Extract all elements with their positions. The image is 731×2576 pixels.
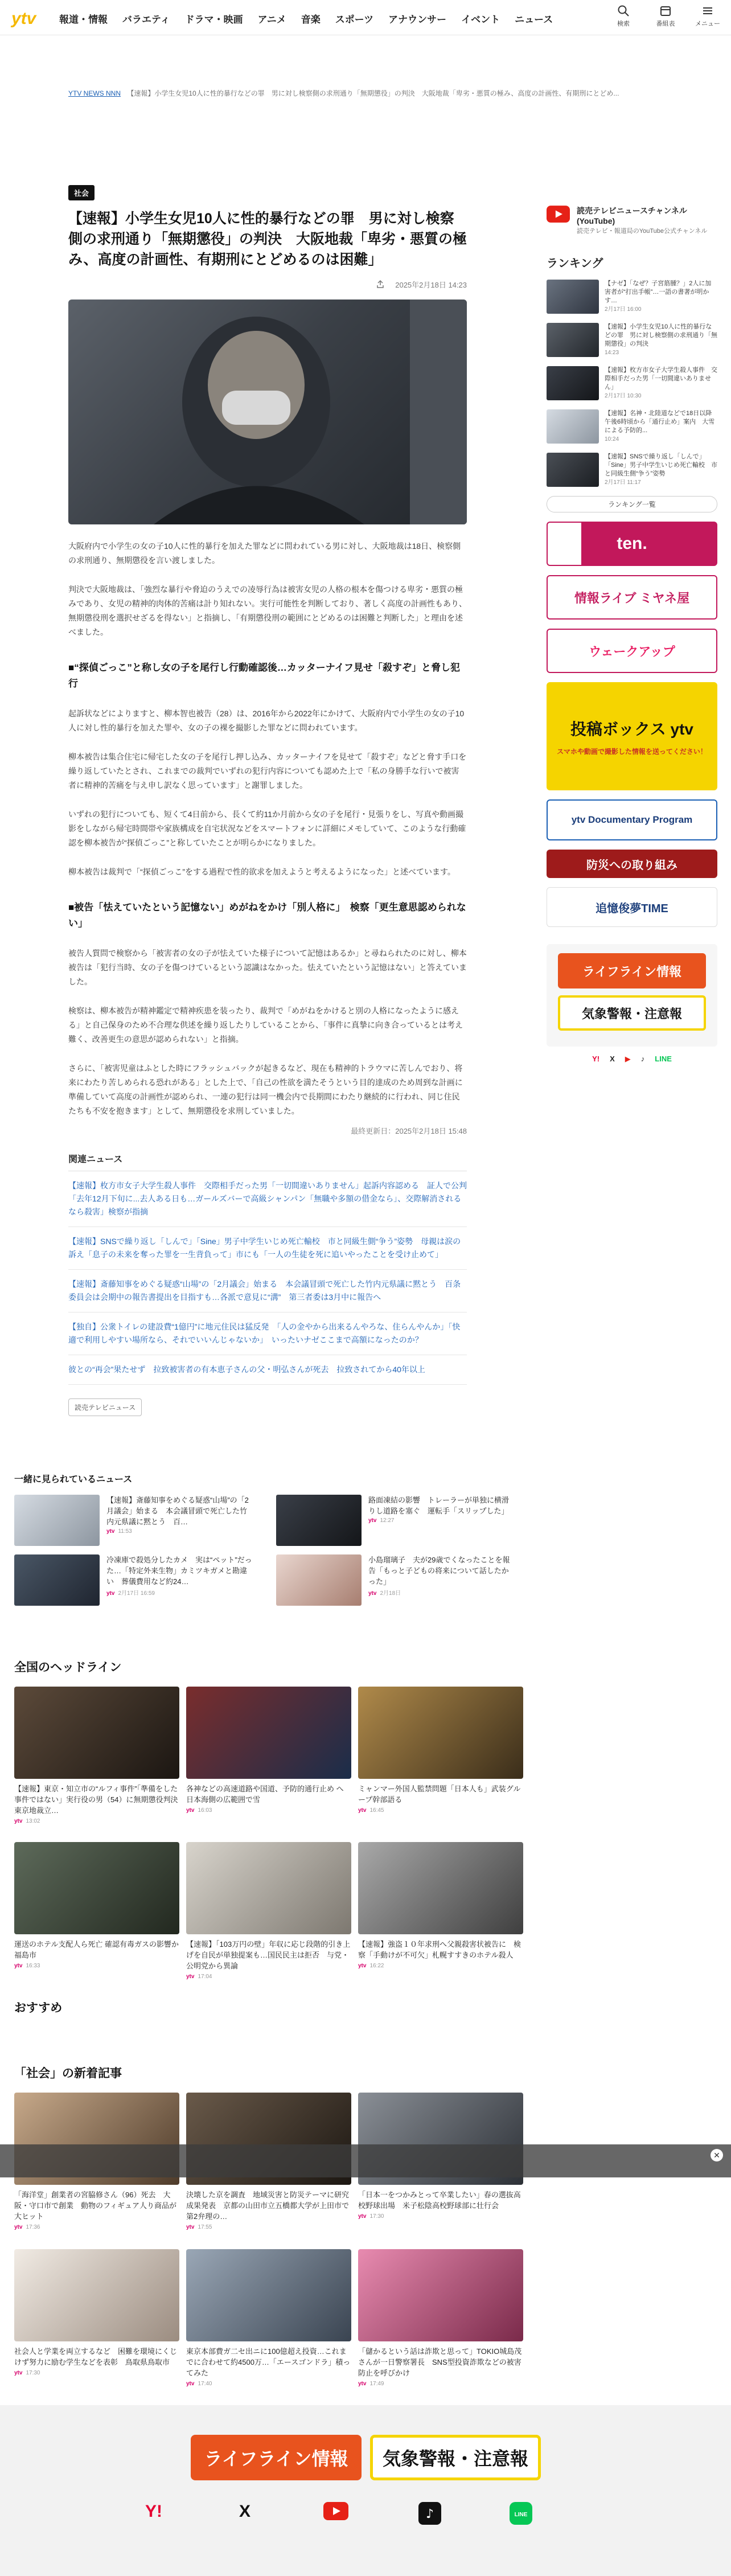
sidebar-sns	[547, 1055, 717, 1064]
ranking-item[interactable]	[547, 280, 717, 314]
menu-label: メニュー	[695, 20, 720, 27]
headline-meta: 16:45	[369, 1807, 384, 1814]
headline-meta: 16:22	[369, 1963, 384, 1969]
footer-weather-label: 気象警報・注意報	[382, 2448, 528, 2469]
footer	[0, 2405, 731, 2576]
shakai-meta: 17:36	[26, 2224, 40, 2230]
related-link[interactable]: 【独自】公衆トイレの建設費“1億円”に地元住民は猛反発 「人の金やから出来るんやろな、住らんやんか」「快適で利用しやすい場所なら、それでいいんじゃないか」 いったいナゼここまで高額になったのか？	[68, 1312, 467, 1355]
hero-photo	[68, 300, 467, 524]
nav-item[interactable]: ニュース	[515, 14, 553, 25]
shakai-card[interactable]: 「日本一をつかみとって卒業したい」春の選抜高校野球出場 米子松陰高校野球部に壮行会 ytv 17:30	[358, 2093, 523, 2220]
article-title: 【速報】小学生女児10人に性的暴行などの罪 男に対し検察側の求刑通り「無期懲役」の判決 大阪地裁「卑劣・悪質の極み、高度の計画性、有期刑にとどめるのは困難」	[68, 211, 467, 268]
weather-button[interactable]	[558, 995, 706, 1031]
yahoo-icon[interactable]: Y!	[592, 1055, 600, 1063]
article-paragraph: さらに、「被害児童はふとした時にフラッシュバックが起きるなど、現在も精神的トラウマに苦しんでおり、将来にわたり苦しめられる恐れがある」とした上で、「自己の性欲を満たそうという目的達成のため周到な計画に準備していて高度の計画性が認められ、一連の犯行は同一機会内で長期間にわたり継続的に行われ、同じ住民たちも不安を抱きます」として、無期懲役を求刑していました。	[68, 1064, 463, 1115]
article-updated: 最終更新日：2025年2月18日 15:48	[351, 1127, 467, 1135]
sidebar	[547, 205, 717, 1064]
popular-heading-text: 一緒に見られているニュース	[14, 1475, 133, 1484]
article-subheading: ■被告「怯えていたという記憶ない」めがねをかけ「別人格に」 検察「更生意思認められない」	[68, 902, 466, 929]
ranking-title: 【ナゼ】「なぜ？子宮筋腫？」2人に加害者が“打出手帳”…一語の書著が明かす…	[605, 280, 712, 304]
article-hero-image	[68, 300, 467, 524]
headline-thumbnail	[14, 1687, 179, 1779]
nav-item[interactable]: スポーツ	[335, 14, 374, 25]
shakai-card[interactable]: 東京本部費ガ二セ出ニに100億超え投資…これまでに合わせて約4500万…「エースゴンドラ」積ってみた ytv 17:40	[186, 2249, 351, 2387]
overlay-ad-bar	[0, 2144, 731, 2177]
shakai-card[interactable]: 決壊した京を調査 地域災害と防災テーマに研究成果発表 京都の山田市立五橋都大学が上田市で第2弁理の… ytv 17:55	[186, 2093, 351, 2230]
popular-meta: 2月17日 16:59	[118, 1590, 155, 1597]
svg-text:ytv: ytv	[11, 9, 36, 28]
article-paragraph: 起訴状などによりますと、柳本智也被告（28）は、2016年から2022年にかけて、大阪府内で小学生の女の子10人に対し性的暴行を加えた罪や、女の子の裸を撮影した罪などに問われています。	[68, 709, 465, 732]
banner-ten[interactable]	[547, 522, 717, 566]
shakai-thumbnail	[358, 2249, 523, 2341]
headline-card[interactable]: 【速報】強盗１０年求刑へ父親殺害状被告に 検察「手動けが不可欠」札幌すすきのホテル殺人 ytv 16:22	[358, 1842, 523, 1969]
banner-label: 投稿ボックス ytv	[570, 720, 693, 738]
headline-card[interactable]: ミャンマー外国人監禁問題「日本人も」武装グループ幹部語る ytv 16:45	[358, 1687, 523, 1814]
shakai-card[interactable]: 社会人と学業を両立するなど 困難を環境にくじけず努力に励む学生などを表彰 鳥取県鳥取市 ytv 17:30	[14, 2249, 179, 2376]
ranking-date: 2月17日 16:00	[605, 306, 642, 313]
article-meta	[68, 277, 467, 292]
related-link[interactable]: 【速報】斎藤知事をめぐる疑惑“山場”の「2月議会」始まる 本会議冒頭で死亡した竹内元県議に黙とう 百条委員会は会期中の報告書提出を目指すも…各派で意見に“溝” 第三者委は3月中に報告へ	[68, 1270, 467, 1312]
calendar-icon	[659, 5, 672, 17]
headline-card[interactable]: 【速報】東京・知立市の“ルフィ事件”「準備をした事件ではない」実行役の男（54）に無期懲役判決 東京地裁立… ytv 13:02	[14, 1687, 179, 1824]
shakai-title: 決壊した京を調査 地域災害と防災テーマに研究成果発表 京都の山田市立五橋都大学が上田市で第2弁理の…	[186, 2191, 350, 2221]
footer-lifeline-button[interactable]	[191, 2435, 362, 2480]
banner-label: ウェークアップ	[589, 644, 675, 659]
headline-title: 【速報】東京・知立市の“ルフィ事件”「準備をした事件ではない」実行役の男（54）に無期懲役判決 東京地裁立…	[14, 1785, 178, 1815]
popular-item[interactable]: 小島瑠璃子 夫が29歳でくなったことを報告「もっと子どもの将来について話したかった」 ytv 2月18日	[276, 1554, 515, 1606]
headline-meta: 16:33	[26, 1963, 40, 1969]
related-heading: 関連ニュース	[68, 1152, 467, 1171]
popular-thumbnail	[14, 1554, 100, 1606]
shakai-title: 東京本部費ガ二セ出ニに100億超え投資…これまでに合わせて約4500万…「エースゴンドラ」積ってみた	[186, 2347, 351, 2377]
site-header	[0, 0, 731, 35]
headlines-heading: 全国のヘッドライン	[14, 1661, 122, 1674]
popular-title: 路面凍結の影響 トレーラーが単独に横滑りし道路を塞ぐ 運転手「スリップした」	[368, 1496, 510, 1515]
ranking-title: 【速報】枚方市女子大学生殺人事件 交際相手だった男「一切間違いありません」	[605, 367, 717, 391]
shakai-title: 「海洋堂」創業者の宮脇修さん（96）死去 大阪・守口市で創業 動物のフィギュア人り商品が大ヒット	[14, 2191, 176, 2221]
nav-item[interactable]: アナウンサー	[388, 14, 447, 25]
footer-x-icon[interactable]: X	[239, 2502, 250, 2521]
nav-item[interactable]: 音楽	[301, 14, 321, 25]
search-icon	[617, 5, 630, 17]
headline-card[interactable]: 運送のホテル支配人ら死亡 確認有毒ガスの影響か 福島市 ytv 16:33	[14, 1842, 179, 1969]
ranking-item[interactable]	[547, 409, 717, 444]
svg-text:♪: ♪	[425, 2507, 434, 2521]
related-link[interactable]: 【速報】SNSで繰り返し「しんで」「Sine」男子中学生いじめ死亡輸校 市と同級生側“争う”姿勢 母親は涙の訴え「息子の未来を奪った罪を一生背負って」市にも「一人の生徒を死に追いやったことを受け止めて」	[68, 1227, 467, 1270]
article-paragraph: 柳本被告は裁判で「“探偵ごっこ”をする過程で性的欲求を加えようと考えるようになった」と述べています。	[68, 867, 455, 876]
ranking-date: 2月17日 11:17	[605, 479, 641, 486]
shakai-meta: 17:30	[369, 2213, 384, 2220]
ranking-thumbnail	[547, 280, 599, 314]
ranking-item[interactable]	[547, 323, 717, 357]
banner-bousai[interactable]	[547, 850, 717, 878]
article-paragraph: いずれの犯行についても、短くて4日前から、長くて約11か月前から女の子を尾行・見張りをし、写真や動画撮影をしながら帰宅時間帯や家族構成を自宅状況などをスマートフォンに詳細にメモしていて、このような行動確認を柳本被告が“探偵ごっこ”と称していたことが明らかになりました。	[68, 810, 466, 847]
banner-subtext: スマホや動画で撮影した情報を送ってください！	[557, 747, 707, 756]
banner-label: 情報ライブ ミヤネ屋	[574, 590, 690, 605]
ranking-item[interactable]	[547, 366, 717, 400]
popular-thumbnail	[276, 1495, 362, 1546]
ranking-title: 【速報】名神・北陸道などで18日以降午後6時頃から「通行止め」案内 大雪による予防的...	[605, 410, 715, 434]
popular-meta: 12:27	[380, 1517, 395, 1524]
ranking-date: 10:24	[605, 436, 619, 442]
youtube-title: 読売テレビニュースチャンネル (YouTube)	[577, 206, 687, 225]
shakai-title: 「儲かるという話は詐欺と思って」TOKIO城島茂さんが一日警察署長 SNS型投資詐欺などの被害防止を呼びかけ	[358, 2347, 522, 2377]
headline-title: 【速報】強盗１０年求刑へ父親殺害状被告に 検察「手動けが不可欠」札幌すすきのホテル殺人	[358, 1940, 521, 1959]
nav-item[interactable]: アニメ	[257, 14, 286, 25]
banner-miyaneya[interactable]	[547, 575, 717, 620]
headline-meta: 13:02	[26, 1818, 40, 1824]
close-icon[interactable]: ✕	[711, 2149, 723, 2161]
headline-thumbnail	[358, 1687, 523, 1779]
breadcrumb-current: 【速報】小学生女児10人に性的暴行などの罪 男に対し検察側の求刑通り「無期懲役」の判決 大阪地裁「卑劣・悪質の極み、高度の計画性、有期刑にとどめ...	[127, 89, 619, 97]
banner-tsuioku[interactable]	[547, 887, 717, 927]
article-paragraph: 検察は、柳本被告が精神鑑定で精神疾患を装ったり、裁判で「めがねをかけると別の人格になったように感える」と自己保身のため不合理な供述を繰り返したりしていることから、「事件に真摯に向き合っているとは考え難く、改善更生の意思が認められない」と指摘。	[68, 1006, 463, 1044]
youtube-subtitle: 読売テレビ・報道局のYouTube公式チャンネル	[577, 228, 708, 235]
shakai-title: 社会人と学業を両立するなど 困難を環境にくじけず努力に励む学生などを表彰 鳥取県鳥取市	[14, 2347, 178, 2366]
line-icon[interactable]: LINE	[655, 1055, 672, 1063]
ranking-date: 14:23	[605, 350, 619, 356]
youtube-icon	[547, 205, 570, 223]
article-subheading: ■“探偵ごっこ”と称し女の子を尾行し行動確認後…カッターナイフ見せ「殺すぞ」と脅し犯行	[68, 662, 461, 689]
nav-item[interactable]: イベント	[461, 14, 500, 25]
article-paragraph: 大阪府内で小学生の女の子10人に性的暴行を加えた罪などに問われている男に対し、大阪地裁は18日、検察側の求刑通り、無期懲役を言い渡しました。	[68, 542, 461, 565]
ranking-thumbnail	[547, 366, 599, 400]
ranking-title: 【速報】SNSで繰り返し「しんで」「Sine」男子中学生いじめ死亡輸校 市と同級生側“争う”姿勢	[605, 453, 718, 477]
ranking-heading: ランキング	[547, 257, 603, 270]
headline-title: 各神などの高速道路や国道、予防的通行止め へ 日本海側の広範囲で雪	[186, 1785, 351, 1804]
search-label: 検索	[617, 20, 630, 27]
related-link[interactable]: 【速報】枚方市女子大学生殺人事件 交際相手だった男「一切間違いありません」起訴内容認める 証人で公判「去年12月下旬に...去人ある日も…ガールズバーで高級シャンパン「無職や多額の借金なら」、交際解消されるなら殺害」検察が指摘	[68, 1171, 467, 1227]
x-icon[interactable]: X	[610, 1055, 615, 1063]
popular-thumbnail	[276, 1554, 362, 1606]
footer-tiktok-icon[interactable]	[413, 2502, 447, 2528]
banner-wakeup[interactable]	[547, 629, 717, 673]
ranking-more-button[interactable]: ランキング一覧	[547, 496, 717, 512]
popular-meta: 2月18日	[380, 1590, 401, 1597]
popular-title: 冷凍庫で殺処分したカメ 実は“ペット”だった…「特定外来生物」カミツキガメと勘違い 葬儀費用など約24…	[106, 1556, 252, 1586]
popular-heading	[14, 1472, 132, 1485]
lifeline-label: ライフライン情報	[582, 964, 682, 979]
headline-title: 運送のホテル支配人ら死亡 確認有毒ガスの影響か 福島市	[14, 1940, 186, 1959]
global-nav	[59, 11, 553, 26]
nav-item[interactable]: バラエティ	[122, 14, 170, 25]
related-link[interactable]: 彼との“再会”果たせず 拉致被害者の有本恵子さんの父・明弘さんが死去 拉致されてから40年以上	[68, 1355, 467, 1385]
headline-thumbnail	[186, 1687, 351, 1779]
footer-weather-button[interactable]	[370, 2435, 541, 2480]
article-paragraph: 被告人質問で検察から「被害者の女の子が怯えていた様子について記憶はあるか」と尋ねられたのに対し、柳本被告は「犯行当時、女の子を傷つけているという認識はなかった。怯えていたという記憶はない」と答えていました。	[68, 949, 467, 986]
shakai-thumbnail	[186, 2249, 351, 2341]
popular-title: 小島瑠璃子 夫が29歳でくなったことを報告「もっと子どもの将来について話したかった」	[368, 1556, 510, 1586]
ranking-thumbnail	[547, 409, 599, 444]
ranking-thumbnail	[547, 323, 599, 357]
shakai-meta: 17:55	[198, 2224, 212, 2230]
ranking-title: 【速報】小学生女児10人に性的暴行などの罪 男に対し検察側の求刑通り「無期懲役」の判決	[605, 323, 717, 347]
article	[68, 185, 467, 1416]
schedule-label: 番組表	[656, 20, 675, 27]
breadcrumb-home[interactable]: YTV NEWS NNN	[68, 89, 121, 97]
youtube-promo[interactable]	[547, 205, 717, 245]
source-button[interactable]: 読売テレビニュース	[68, 1398, 142, 1416]
shakai-meta: 17:40	[198, 2381, 212, 2387]
ranking-thumbnail	[547, 453, 599, 487]
banner-label: 追憶俊夢TIME	[596, 902, 668, 915]
popular-title: 【速報】斎藤知事をめぐる疑惑“山場”の「2月議会」始まる 本会議冒頭で死亡した竹内元県議に黙とう 百…	[106, 1496, 249, 1526]
nav-item[interactable]: 報道・情報	[59, 14, 108, 25]
weather-label: 気象警報・注意報	[581, 1006, 682, 1021]
article-date: 2025年2月18日 14:23	[395, 280, 467, 289]
shakai-thumbnail	[14, 2249, 179, 2341]
header-tools	[610, 5, 721, 28]
popular-item[interactable]: 【速報】斎藤知事をめぐる疑惑“山場”の「2月議会」始まる 本会議冒頭で死亡した竹内元県議に黙とう 百… ytv 11:53	[14, 1495, 253, 1546]
shakai-card[interactable]: 「儲かるという話は詐欺と思って」TOKIO城島茂さんが一日警察署長 SNS型投資詐欺などの被害防止を呼びかけ ytv 17:49	[358, 2249, 523, 2387]
popular-item[interactable]: 路面凍結の影響 トレーラーが単独に横滑りし道路を塞ぐ 運転手「スリップした」 ytv 12:27	[276, 1495, 515, 1546]
headline-thumbnail	[14, 1842, 179, 1934]
footer-lifeline-label: ライフライン情報	[204, 2448, 348, 2469]
category-tag[interactable]: 社会	[68, 185, 95, 200]
breadcrumb	[68, 88, 672, 98]
menu-button[interactable]	[695, 5, 721, 28]
ranking-date: 2月17日 10:30	[605, 393, 642, 399]
banner-toko-box[interactable]	[547, 682, 717, 790]
footer-yahoo-icon[interactable]: Y!	[145, 2502, 162, 2521]
youtube-small-icon[interactable]: ▶	[625, 1055, 631, 1063]
article-paragraph: 判決で大阪地裁は、「強烈な暴行や脅迫のうえでの凌辱行為は被害女児の人格の根本を傷つける卑劣・悪質の極みであり、女児の精神的肉体的苦痛は計り知れない。実行可能性を判断しており、著しく高度の計画性もあり、無期懲役刑を選択せざるを得ない」と指摘し、「有期懲役刑の範囲にとどめるのは困難と判断した」と理由を述べました。	[68, 585, 467, 637]
ytv-logo[interactable]	[10, 7, 50, 28]
tiktok-icon[interactable]: ♪	[640, 1055, 645, 1063]
share-icon[interactable]	[376, 280, 385, 289]
shakai-meta: 17:30	[26, 2370, 40, 2376]
sidebar-info-box	[547, 944, 717, 1047]
shakai-heading: 「社会」の新着記事	[14, 2067, 122, 2080]
popular-thumbnail	[14, 1495, 100, 1546]
ranking-item[interactable]	[547, 453, 717, 487]
shakai-title: 「日本一をつかみとって卒業したい」春の選抜高校野球出場 米子松陰高校野球部に壮行会	[358, 2191, 521, 2210]
banner-label: ten.	[617, 534, 647, 553]
svg-text:LINE: LINE	[514, 2512, 528, 2518]
nav-item[interactable]: ドラマ・映画	[184, 14, 243, 25]
lifeline-button[interactable]	[558, 953, 706, 988]
footer-youtube-icon[interactable]	[319, 2502, 353, 2523]
banner-documentary[interactable]	[547, 799, 717, 840]
popular-item[interactable]: 冷凍庫で殺処分したカメ 実は“ペット”だった…「特定外来生物」カミツキガメと勘違い 葬儀費用など約24… ytv 2月17日 16:59	[14, 1554, 253, 1606]
banner-label: ytv Documentary Program	[571, 814, 693, 825]
headline-card[interactable]: 各神などの高速道路や国道、予防的通行止め へ 日本海側の広範囲で雪 ytv 16:03	[186, 1687, 351, 1814]
schedule-button[interactable]	[652, 5, 679, 28]
headline-thumbnail	[358, 1842, 523, 1934]
hamburger-icon	[701, 5, 714, 17]
headline-meta: 17:04	[198, 1974, 212, 1980]
headline-title: ミャンマー外国人監禁問題「日本人も」武装グループ幹部語る	[358, 1785, 521, 1804]
article-paragraph: 柳本被告は集合住宅に帰宅した女の子を尾行し押し込み、カッターナイフを見せて「殺すぞ」などと脅す手口を繰り返していたとされ、これまでの裁判でいずれの犯行内容についても認めた上で「私の身勝手な行いで被害者に精神的苦痛を与え申し訳なく思っています」と謝罪しました。	[68, 752, 467, 790]
search-button[interactable]	[610, 5, 636, 28]
headline-card[interactable]: 【速報】「103万円の壁」年収に応じ段階的引き上げを自民が単独提案も…国民民主は拒否 与党・公明党から異論 ytv 17:04	[186, 1842, 351, 1980]
footer-line-icon[interactable]	[504, 2502, 538, 2528]
banner-label: 防災への取り組み	[586, 859, 677, 872]
headline-thumbnail	[186, 1842, 351, 1934]
shakai-card[interactable]: 「海洋堂」創業者の宮脇修さん（96）死去 大阪・守口市で創業 動物のフィギュア人り商品が大ヒット ytv 17:36	[14, 2093, 179, 2230]
recommend-heading: おすすめ	[14, 2001, 63, 2015]
headline-meta: 16:03	[198, 1807, 212, 1814]
shakai-meta: 17:49	[369, 2381, 384, 2387]
headline-title: 【速報】「103万円の壁」年収に応じ段階的引き上げを自民が単独提案も…国民民主は拒否 与党・公明党から異論	[186, 1940, 351, 1970]
popular-meta: 11:53	[118, 1528, 132, 1535]
